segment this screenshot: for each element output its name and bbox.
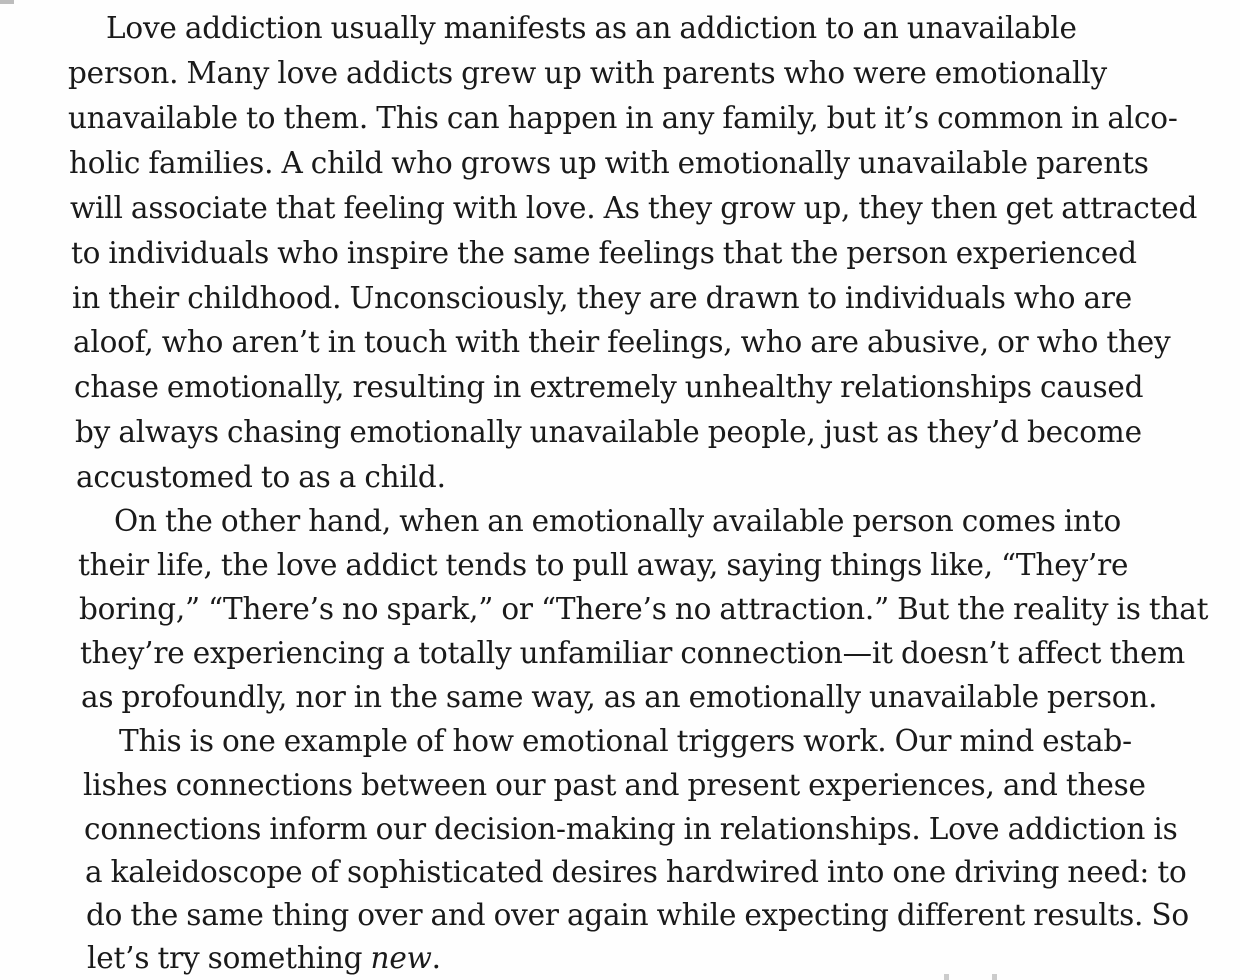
paragraph-1-line-1: Love addiction usually manifests as an addiction to an unavailable [106,11,1077,45]
paragraph-3-line-2: lishes connections between our past and present experiences, and these [83,768,1146,802]
paragraph-1-line-11: accustomed to as a child. [76,460,446,494]
paragraph-1-line-10: by always chasing emotionally unavailable people, just as they’d become [75,415,1142,449]
paragraph-2-line-4: they’re experiencing a totally unfamiliar connection—it doesn’t affect them [80,636,1185,670]
closing-text: let’s try something [87,941,371,975]
paragraph-3-line-6 [87,941,441,975]
paragraph-1-line-9: chase emotionally, resulting in extremely unhealthy relationships caused [74,370,1144,404]
paragraph-1-line-3: unavailable to them. This can happen in any family, but it’s common in alco- [68,101,1178,135]
scan-corner-mark [0,0,14,4]
paragraph-2-line-3: boring,” “There’s no spark,” or “There’s no attraction.” But the reality is that [79,592,1209,626]
paragraph-1-line-7: in their childhood. Unconsciously, they are drawn to individuals who are [72,281,1133,315]
paragraph-1-line-5: will associate that feeling with love. As they grow up, they then get attracted [70,191,1198,225]
paragraph-1-line-8: aloof, who aren’t in touch with their feelings, who are abusive, or who they [73,325,1171,359]
cropped-next-line-fragment [920,974,1040,980]
paragraph-1-line-2: person. Many love addicts grew up with parents who were emotionally [68,56,1107,90]
emphasis-word: new [370,941,432,975]
paragraph-3-line-3: connections inform our decision-making in relationships. Love addiction is [84,812,1178,846]
paragraph-2-line-1: On the other hand, when an emotionally available person comes into [114,504,1122,538]
paragraph-2-line-2: their life, the love addict tends to pull away, saying things like, “They’re [78,548,1129,582]
paragraph-1-line-6: to individuals who inspire the same feelings that the person experienced [71,236,1137,270]
paragraph-2-line-5: as profoundly, nor in the same way, as an emotionally unavailable person. [81,680,1158,714]
paragraph-3-line-5: do the same thing over and over again while expecting different results. So [86,898,1189,932]
closing-punctuation: . [431,941,441,975]
paragraph-3-line-1: This is one example of how emotional triggers work. Our mind estab- [119,724,1132,758]
paragraph-3-line-4: a kaleidoscope of sophisticated desires hardwired into one driving need: to [85,855,1187,889]
paragraph-1-line-4: holic families. A child who grows up with emotionally unavailable parents [69,146,1149,180]
